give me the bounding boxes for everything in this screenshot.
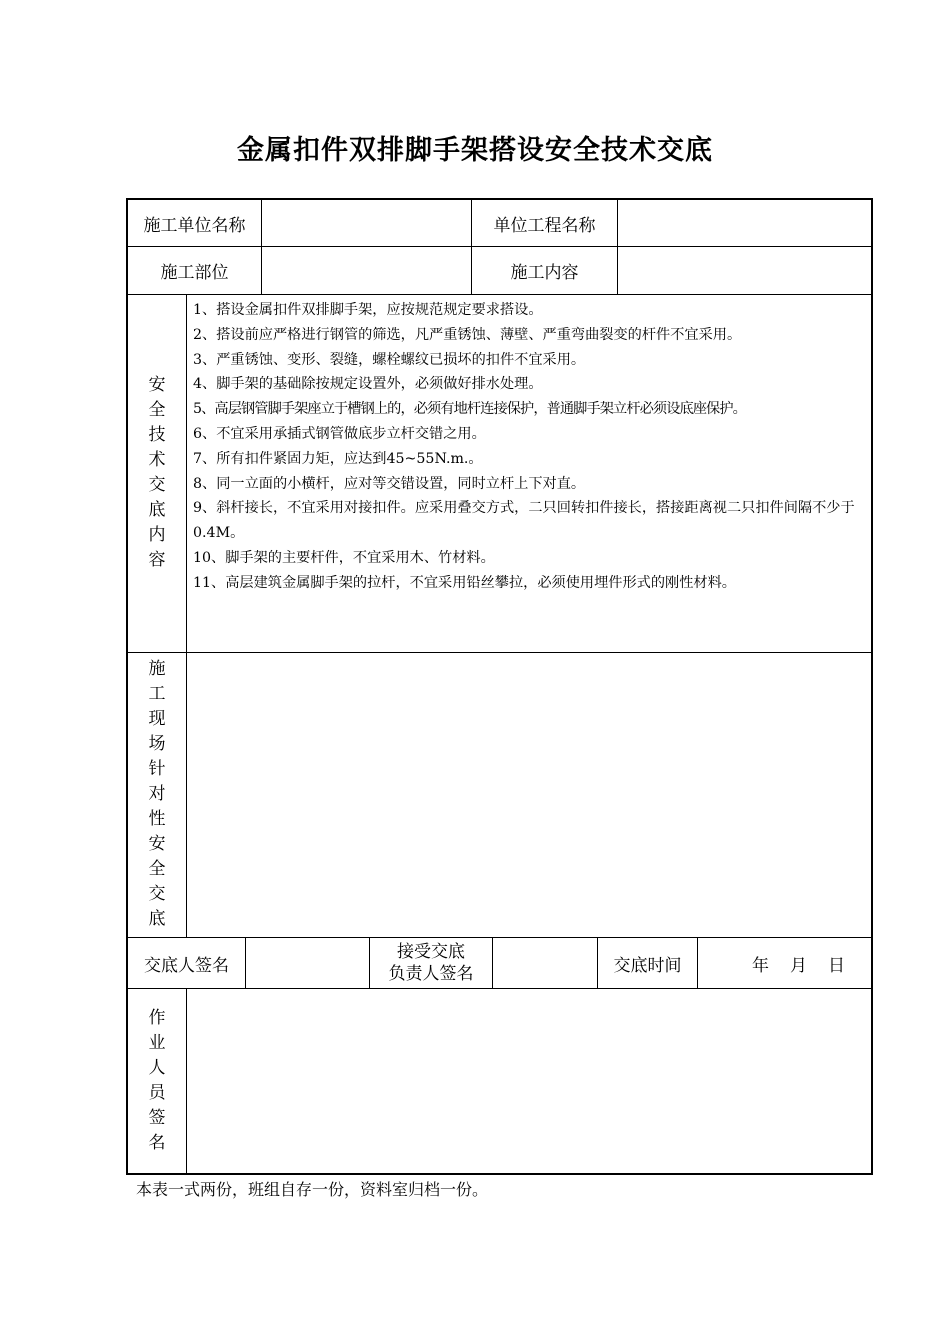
label-unit-project: 单位工程名称: [493, 215, 596, 236]
label-char: 底: [148, 500, 166, 520]
list-item: 8、同一立面的小横杆，应对等交错设置，同时立杆上下对直。: [193, 475, 586, 492]
list-item: 3、严重锈蚀、变形、裂缝，螺栓螺纹已损坏的扣件不宜采用。: [193, 351, 586, 368]
list-item: 9、斜杆接长，不宜采用对接扣件。应采用叠交方式，二只回转扣件接长，搭接距离视二只扣件间隔不少于0.4M。: [193, 500, 855, 542]
label-receiver-signature: [370, 938, 492, 988]
label-char: 性: [148, 809, 166, 829]
list-item: 6、不宜采用承插式钢管做底步立杆交错之用。: [193, 425, 486, 442]
field-workers-signature[interactable]: [187, 989, 871, 1173]
label-construction-company: 施工单位名称: [143, 215, 246, 236]
field-discloser-signature[interactable]: [246, 938, 369, 988]
label-receiver-line1: 接受交底: [397, 942, 465, 962]
field-disclosure-date[interactable]: 年 月 日: [752, 955, 847, 976]
list-item: 4、脚手架的基础除按规定设置外，必须做好排水处理。: [193, 376, 543, 393]
safety-items-list: [193, 298, 867, 596]
label-char: 员: [148, 1083, 166, 1103]
label-char: 作: [148, 1008, 166, 1028]
field-site-specific-disclosure[interactable]: [187, 653, 871, 937]
list-item: 1、搭设金属扣件双排脚手架，应按规范规定要求搭设。: [193, 302, 543, 318]
label-char: 名: [148, 1133, 166, 1153]
field-construction-company[interactable]: [262, 200, 471, 246]
label-char: 施: [148, 659, 166, 679]
field-construction-content[interactable]: [618, 247, 871, 294]
label-char: 对: [148, 784, 166, 804]
label-construction-location: 施工部位: [160, 263, 229, 283]
list-item: 11、高层建筑金属脚手架的拉杆，不宜采用铅丝攀拉，必须使用埋件形式的刚性材料。: [193, 574, 736, 591]
label-discloser-signature: 交底人签名: [144, 955, 229, 976]
field-unit-project[interactable]: [618, 200, 871, 246]
table-border-bottom: [126, 1173, 873, 1175]
label-char: 全: [148, 859, 166, 879]
label-char: 现: [148, 709, 166, 729]
label-char: 交: [148, 884, 166, 904]
page-title: 金属扣件双排脚手架搭设安全技术交底: [237, 135, 713, 166]
label-disclosure-time: 交底时间: [613, 955, 682, 976]
label-char: 针: [148, 759, 166, 779]
list-item: 7、所有扣件紧固力矩，应达到45~55N.m.。: [193, 450, 483, 467]
label-char: 容: [148, 550, 166, 570]
row-divider: [127, 294, 872, 295]
field-receiver-signature[interactable]: [493, 938, 597, 988]
label-char: 交: [148, 475, 166, 495]
list-item: 10、脚手架的主要杆件，不宜采用木、竹材料。: [193, 549, 495, 566]
label-char: 术: [148, 450, 166, 470]
label-char: 安: [148, 834, 166, 854]
label-char: 全: [148, 400, 166, 420]
label-construction-content: 施工内容: [510, 263, 579, 283]
label-char: 场: [148, 734, 166, 754]
label-site-specific-disclosure: [128, 657, 186, 932]
table-border-right: [871, 198, 873, 1175]
label-char: 安: [148, 375, 166, 395]
footnote: 本表一式两份，班组自存一份，资料室归档一份。: [136, 1180, 489, 1199]
label-receiver-line2: 负责人签名: [388, 964, 474, 984]
label-char: 技: [148, 425, 166, 445]
label-char: 底: [148, 909, 166, 929]
label-char: 签: [148, 1108, 166, 1128]
field-construction-location[interactable]: [262, 247, 471, 294]
label-safety-disclosure-content: [128, 373, 186, 573]
list-item: 2、搭设前应严格进行钢管的筛选，凡严重锈蚀、薄壁、严重弯曲裂变的杆件不宜采用。: [193, 326, 742, 343]
list-item: 5、高层钢管脚手架座立于槽钢上的，必须有地杆连接保护，普通脚手架立杆必须设底座保护。: [193, 401, 746, 418]
label-char: 工: [148, 684, 166, 704]
label-char: 业: [148, 1033, 166, 1053]
label-char: 内: [148, 525, 166, 545]
label-workers-signature: [128, 1006, 186, 1156]
label-char: 人: [148, 1058, 166, 1078]
